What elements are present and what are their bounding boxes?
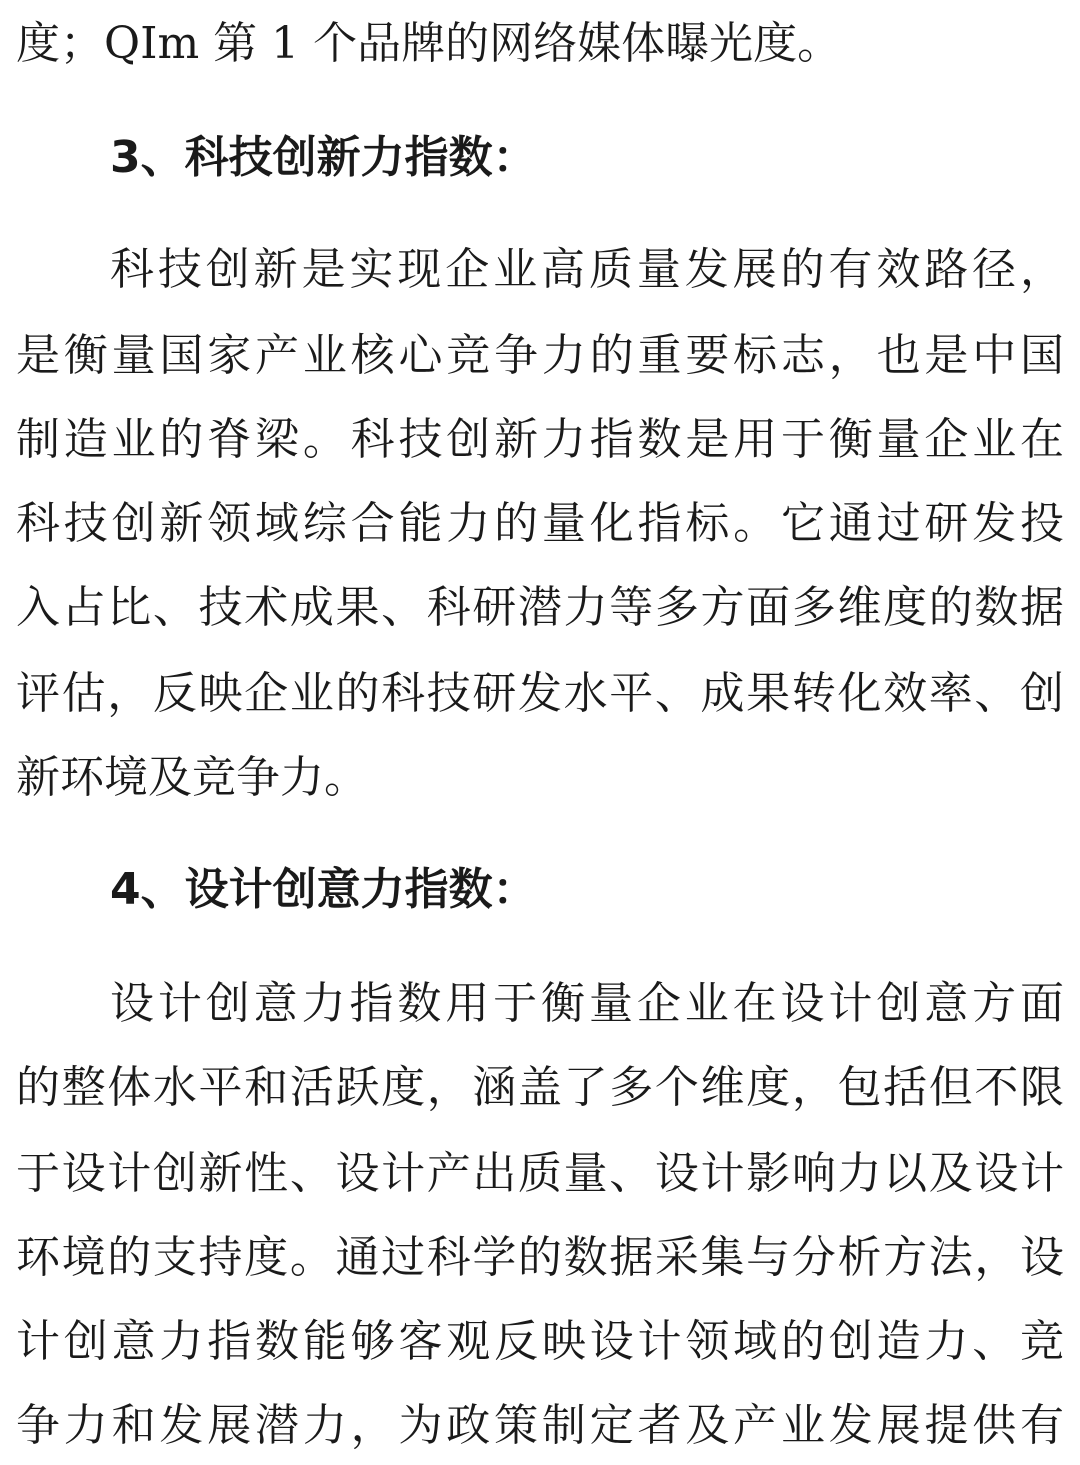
section-3-paragraph-line: 科技创新领域综合能力的量化指标。它通过研发投: [16, 498, 1064, 549]
section-3-paragraph-line: 入占比、技术成果、科研潜力等多方面多维度的数据: [16, 582, 1064, 633]
section-3-heading: 3、科技创新力指数：: [110, 132, 537, 183]
section-4-paragraph-line: 争力和发展潜力，为政策制定者及产业发展提供有: [16, 1400, 1064, 1451]
section-3-paragraph-line: 新环境及竞争力。: [16, 752, 368, 803]
section-3-paragraph-line: 是衡量国家产业核心竞争力的重要标志，也是中国: [16, 330, 1064, 381]
section-4-paragraph-line: 设计创意力指数用于衡量企业在设计创意方面: [110, 978, 1064, 1029]
section-4-paragraph-line: 计创意力指数能够客观反映设计领域的创造力、竞: [16, 1316, 1064, 1367]
section-3-paragraph-line: 制造业的脊梁。科技创新力指数是用于衡量企业在: [16, 414, 1064, 465]
section-3-paragraph-line: 科技创新是实现企业高质量发展的有效路径，: [110, 244, 1064, 295]
section-4-heading: 4、设计创意力指数：: [110, 864, 537, 915]
section-4-paragraph-line: 于设计创新性、设计产出质量、设计影响力以及设计: [16, 1148, 1064, 1199]
section-3-paragraph-line: 评估，反映企业的科技研发水平、成果转化效率、创: [16, 668, 1064, 719]
intro-tail-line: 度；QIm 第 1 个品牌的网络媒体曝光度。: [16, 18, 842, 69]
section-4-paragraph-line: 的整体水平和活跃度，涵盖了多个维度，包括但不限: [16, 1062, 1064, 1113]
section-4-paragraph-line: 环境的支持度。通过科学的数据采集与分析方法，设: [16, 1232, 1064, 1283]
